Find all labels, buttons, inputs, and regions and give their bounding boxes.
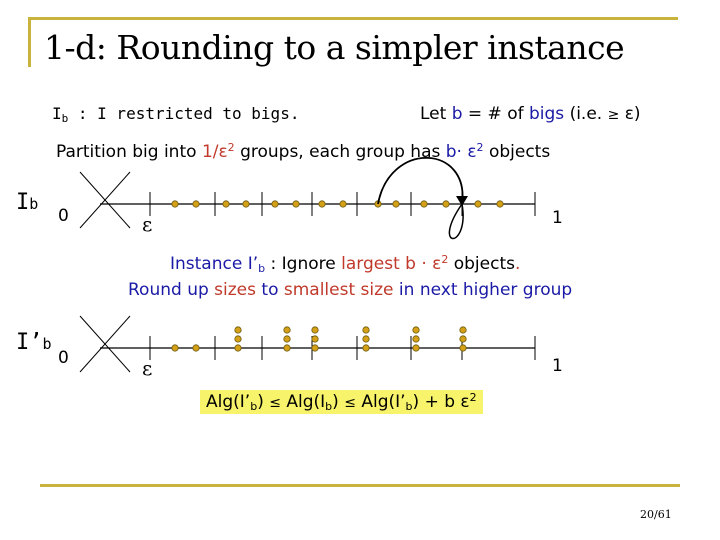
axis2-dot (235, 345, 241, 351)
le-symbol-2: ≤ (344, 395, 356, 411)
axis2-dot (312, 336, 318, 342)
axis1-dot (243, 201, 249, 207)
arrow-loop-small (449, 204, 463, 239)
axis2-dot (460, 336, 466, 342)
smallest-size-text: smallest size (283, 280, 394, 300)
groups-exp: 2 (227, 141, 235, 154)
axis1-diagram (80, 158, 535, 239)
ib-rest: : I restricted to bigs. (68, 104, 300, 123)
ie-text: (i.e. (564, 104, 608, 124)
ineq-f: ) (332, 392, 345, 412)
ignore-text: : Ignore (265, 254, 342, 274)
instance-sub: b (258, 262, 266, 275)
ineq-c: ) (257, 392, 270, 412)
arrow-loop-large (378, 158, 463, 204)
objects-text-2: objects (448, 254, 515, 274)
ib-sub: b (61, 112, 69, 125)
axis2-dot (312, 327, 318, 333)
ineq-e: b (325, 400, 333, 413)
largest-text: largest b · ε (341, 254, 442, 274)
axis2-dot (235, 336, 241, 342)
slide-title: 1-d: Rounding to a simpler instance (44, 28, 625, 67)
groups-count: 1/ε (201, 142, 228, 162)
axis1-dot (340, 201, 346, 207)
axis1-dot (272, 201, 278, 207)
objects-text: objects (483, 142, 551, 162)
sizes-text: sizes (214, 280, 256, 300)
group-size-exp: 2 (476, 141, 484, 154)
axis1-one: 1 (552, 208, 563, 228)
ineq-g: Alg(I’ (355, 392, 406, 412)
axis1-dot (223, 201, 229, 207)
partition-text: Partition big into (56, 142, 202, 162)
axis2-dot (363, 345, 369, 351)
eps-text: ε) (619, 104, 641, 124)
instance-prefix: Instance I’ (170, 254, 259, 274)
axis1-b: b (29, 195, 39, 213)
page-number: 20/61 (640, 508, 672, 521)
largest-exp: 2 (441, 253, 449, 266)
ineq-a: Alg(I’ (206, 392, 251, 412)
axis2-dot (284, 345, 290, 351)
le-symbol-1: ≤ (269, 395, 281, 411)
ineq-i: ) + b ε (412, 392, 470, 412)
ib-i: I (52, 104, 62, 123)
axis1-dot (193, 201, 199, 207)
axis2-dot (312, 345, 318, 351)
let-text: Let (420, 104, 452, 124)
num-of-text: = # of (462, 104, 529, 124)
axis1-dot (497, 201, 503, 207)
ineq-d: Alg(I (280, 392, 326, 412)
axis2-eps: ε (142, 356, 153, 380)
to-text: to (256, 280, 284, 300)
axis2-dot (413, 345, 419, 351)
axis1-dot (443, 201, 449, 207)
bigs-text: bigs (529, 104, 565, 124)
groups-text: groups, each group has (234, 142, 446, 162)
axis2-dot (460, 327, 466, 333)
axis2-zero: 0 (58, 348, 69, 368)
axis2-dot (413, 327, 419, 333)
axis2-i: I’ (16, 330, 43, 355)
axis2-dot (193, 345, 199, 351)
ge-symbol: ≥ (607, 107, 620, 123)
group-size: b· ε (445, 142, 477, 162)
ineq-b: b (250, 400, 258, 413)
axis2-dot (363, 327, 369, 333)
axis2-dot (363, 336, 369, 342)
axis1-dot (393, 201, 399, 207)
axis1-dot (172, 201, 178, 207)
axis2-diagram (80, 316, 535, 372)
next-group-text: in next higher group (393, 280, 573, 300)
axis1-dot (293, 201, 299, 207)
axis1-dot (319, 201, 325, 207)
axis2-one: 1 (552, 356, 563, 376)
axis2-dot (172, 345, 178, 351)
axis2-dot (235, 327, 241, 333)
ineq-h: b (405, 400, 413, 413)
b-var: b (451, 104, 463, 124)
axis2-dot (284, 336, 290, 342)
axis1-dot (475, 201, 481, 207)
ineq-j: 2 (469, 391, 477, 404)
axis1-eps: ε (142, 212, 153, 236)
axis2-b: b (42, 335, 52, 353)
axis2-dot (413, 336, 419, 342)
period: . (514, 254, 521, 274)
round-up-text: Round up (128, 280, 215, 300)
axis1-i: I (16, 190, 30, 215)
axis1-dot (421, 201, 427, 207)
axis2-dot (460, 345, 466, 351)
axis1-zero: 0 (58, 206, 69, 226)
axis2-dot (284, 327, 290, 333)
